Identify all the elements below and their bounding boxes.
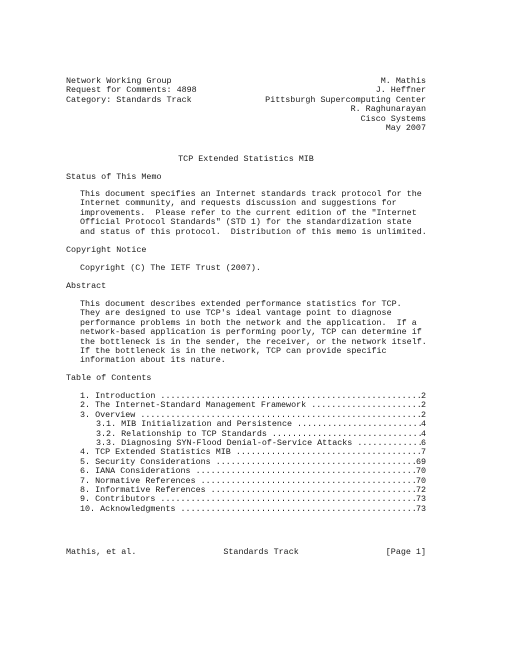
toc-entry-title: 3.3. Diagnosing SYN-Flood Denial-of-Service Attacks [96, 438, 358, 449]
toc-entry-title: 4. TCP Extended Statistics MIB [80, 447, 236, 458]
toc-entry-title: 3.1. MIB Initialization and Persistence [96, 419, 298, 430]
header-right: May 2007 [385, 123, 426, 134]
toc-entry-page: 2 [420, 391, 426, 401]
header-right: R. Raghunarayan [350, 104, 426, 115]
toc-entry-page: 6 [420, 438, 426, 449]
toc-entry-title: 3. Overview [80, 409, 141, 420]
toc-entry-title: 10. Acknowledgments [80, 503, 181, 514]
header-left: Request for Comments: 4898 [66, 85, 197, 96]
toc-entry-page: 70 [415, 466, 426, 477]
toc-dot-leader [196, 467, 416, 476]
paragraph-line: They are designed to use TCP's ideal vantage point to diagnose [80, 308, 392, 319]
toc-entry[interactable] [80, 505, 426, 514]
toc-dot-leader [297, 420, 421, 429]
header-right: J. Heffner [375, 85, 426, 96]
page-footer [66, 548, 426, 557]
paragraph-line: network-based application is performing poorly, TCP can determine if [80, 327, 422, 338]
status-paragraph [80, 190, 426, 237]
footer-authors: Mathis, et al. [66, 547, 137, 557]
header-right: Pittsburgh Supercomputing Center [265, 94, 426, 105]
toc-dot-leader [311, 401, 421, 410]
paragraph-line: improvements. Please refer to the current edition of the "Internet [80, 207, 417, 218]
toc-entry-title: 9. Contributors [80, 494, 161, 505]
header-left: Network Working Group [66, 76, 172, 86]
header-right: M. Mathis [380, 76, 426, 86]
section-heading-copyright: Copyright Notice [66, 245, 147, 255]
toc-entry-page: 73 [415, 494, 426, 505]
paragraph-line: This document specifies an Internet standards track protocol for the [80, 189, 422, 199]
paragraph-line: If the bottleneck is in the network, TCP can provide specific [80, 346, 387, 357]
header-left: Category: Standards Track [66, 94, 192, 105]
toc-entry-page: 4 [420, 428, 426, 439]
toc-entry-page: 69 [415, 456, 426, 467]
document-title: TCP Extended Statistics MIB [178, 154, 314, 164]
toc-entry-title: 8. Informative References [80, 485, 211, 496]
footer-page-number: [Page 1] [385, 547, 426, 557]
toc-entry-page: 72 [415, 485, 426, 496]
toc-entry-page: 70 [415, 475, 426, 486]
paragraph-line: Internet community, and requests discussion and suggestions for [80, 198, 397, 209]
paragraph-line: This document describes extended performance statistics for TCP. [80, 299, 402, 309]
section-heading-toc: Table of Contents [66, 373, 152, 383]
toc-entry-title: 5. Security Considerations [80, 456, 216, 467]
toc-entry-page: 7 [420, 447, 426, 458]
header-row [66, 124, 426, 133]
toc-entry-page: 2 [420, 409, 426, 420]
document-header [66, 77, 426, 133]
footer-category: Standards Track [223, 547, 299, 557]
paragraph-line: Official Protocol Standards" (STD 1) for the standardization state [80, 217, 412, 228]
header-row [66, 115, 426, 124]
toc-entry-page: 4 [420, 419, 426, 430]
toc-dot-leader [181, 505, 416, 514]
paragraph-line: information about its nature. [80, 355, 226, 366]
toc-dot-leader [160, 495, 416, 504]
abstract-paragraph [80, 300, 426, 366]
toc-entry-title: 6. IANA Considerations [80, 466, 196, 477]
toc-dot-leader [357, 439, 421, 448]
toc-entry-page: 2 [420, 400, 426, 411]
section-heading-status: Status of This Memo [66, 172, 162, 182]
paragraph-line: performance problems in both the network and the application. If a [80, 317, 417, 328]
section-heading-abstract: Abstract [66, 281, 107, 291]
toc-dot-leader [236, 448, 421, 457]
toc-entry-page: 73 [415, 503, 426, 514]
paragraph-line: Copyright (C) The IETF Trust (2007). [80, 263, 261, 273]
header-right: Cisco Systems [360, 113, 426, 124]
toc-entry-title: 1. Introduction [80, 391, 161, 401]
toc-dot-leader [211, 486, 416, 495]
paragraph-line: the bottleneck is in the sender, the receiver, or the network itself. [80, 336, 427, 347]
toc-entry-title: 3.2. Relationship to TCP Standards [96, 428, 272, 439]
toc-entry-title: 2. The Internet-Standard Management Framework [80, 400, 312, 411]
toc-dot-leader [201, 477, 416, 486]
toc-entry-title: 7. Normative References [80, 475, 201, 486]
paragraph-line: and status of this protocol. Distribution of this memo is unlimited. [80, 226, 427, 237]
table-of-contents [80, 392, 426, 514]
toc-dot-leader [216, 458, 416, 467]
copyright-paragraph [80, 264, 426, 273]
